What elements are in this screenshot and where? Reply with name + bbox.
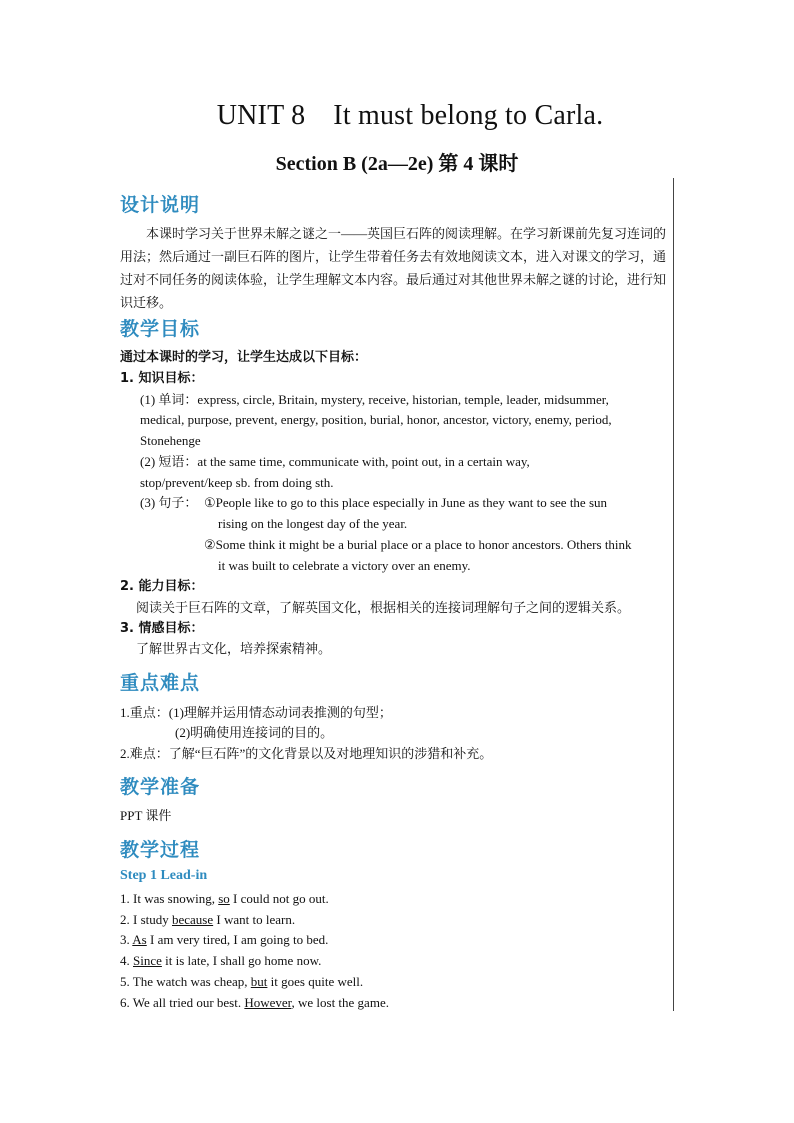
keypoint-line-1: 1.重点：(1)理解并运用情态动词表推测的句型； [120, 705, 392, 720]
heading-keypoints: 重点难点 [120, 672, 201, 694]
sentence-1-line-1: ①People like to go to this place especially in June as they want to see the sun [204, 495, 608, 510]
words-line-2: medical, purpose, prevent, energy, position, burial, honor, ancestor, victory, enemy, period, [140, 412, 612, 427]
phrases-line-1: (2) 短语：at the same time, communicate with, point out, in a certain way, [140, 454, 530, 469]
heading-prep: 教学准备 [120, 776, 201, 798]
connector-word: Since [133, 953, 162, 968]
unit-number: UNIT 8 [216, 100, 306, 131]
keypoint-line-2: (2)明确使用连接词的目的。 [175, 725, 334, 740]
list-item: 3. As I am very tired, I am going to bed. [120, 932, 329, 947]
phrases-line-2: stop/prevent/keep sb. from doing sth. [140, 475, 334, 490]
words-line-1: (1) 单词：express, circle, Britain, mystery, receive, historian, temple, leader, midsummer, [140, 392, 609, 407]
ability-title: 2. 能力目标： [120, 579, 204, 594]
objectives-intro: 通过本课时的学习，让学生达成以下目标： [120, 350, 368, 365]
heading-design: 设计说明 [120, 194, 201, 216]
emotion-text: 了解世界古文化，培养探索精神。 [136, 641, 332, 656]
connector-word: However [244, 995, 292, 1010]
list-item: 5. The watch was cheap, but it goes quite well. [120, 974, 364, 989]
sentence-2-line-1: ②Some think it might be a burial place or a place to honor ancestors. Others think [204, 537, 632, 552]
design-text: 本课时学习关于世界未解之谜之一——英国巨石阵的阅读理解。在学习新课前先复习连词的用法；然后通过一副巨石阵的图片，让学生带着任务去有效地阅读文本，进入对课文的学习，通过对不同任务的阅读体验，让学生理解文本内容。最后通过对其他世界未解之谜的讨论，进行知识迁移。 [120, 226, 667, 310]
sentence-2-line-2: it was built to celebrate a victory over an enemy. [218, 558, 471, 573]
keypoint-line-3: 2.难点：了解“巨石阵”的文化背景以及对地理知识的涉猎和补充。 [120, 746, 493, 761]
list-item: 6. We all tried our best. However, we lost the game. [120, 995, 389, 1010]
heading-process: 教学过程 [120, 839, 201, 861]
unit-name: It must belong to Carla. [333, 100, 604, 131]
emotion-title: 3. 情感目标： [120, 621, 204, 636]
heading-objectives: 教学目标 [120, 318, 201, 340]
list-item: 2. I study because I want to learn. [120, 912, 296, 927]
ability-text: 阅读关于巨石阵的文章，了解英国文化，根据相关的连接词理解句子之间的逻辑关系。 [136, 600, 631, 615]
words-label: (1) 单词： [140, 392, 198, 407]
unit-title [0, 100, 794, 132]
step-1-title: Step 1 Lead-in [120, 868, 208, 883]
connector-word: but [250, 974, 268, 989]
prep-text: PPT 课件 [120, 808, 172, 823]
list-item: 4. Since it is late, I shall go home now. [120, 953, 322, 968]
phrases-label: (2) 短语： [140, 454, 198, 469]
sentence-1-line-2: rising on the longest day of the year. [218, 516, 408, 531]
words-line-3: Stonehenge [140, 433, 201, 448]
section-subtitle: Section B (2a—2e) 第 4 课时 [275, 153, 519, 175]
connector-word: because [172, 912, 214, 927]
connector-word: As [132, 932, 147, 947]
list-item: 1. It was snowing, so I could not go out. [120, 891, 329, 906]
margin-rule [673, 178, 674, 1011]
knowledge-title: 1. 知识目标： [120, 371, 204, 386]
connector-word: so [218, 891, 230, 906]
sentences-label: (3) 句子： [140, 495, 198, 510]
